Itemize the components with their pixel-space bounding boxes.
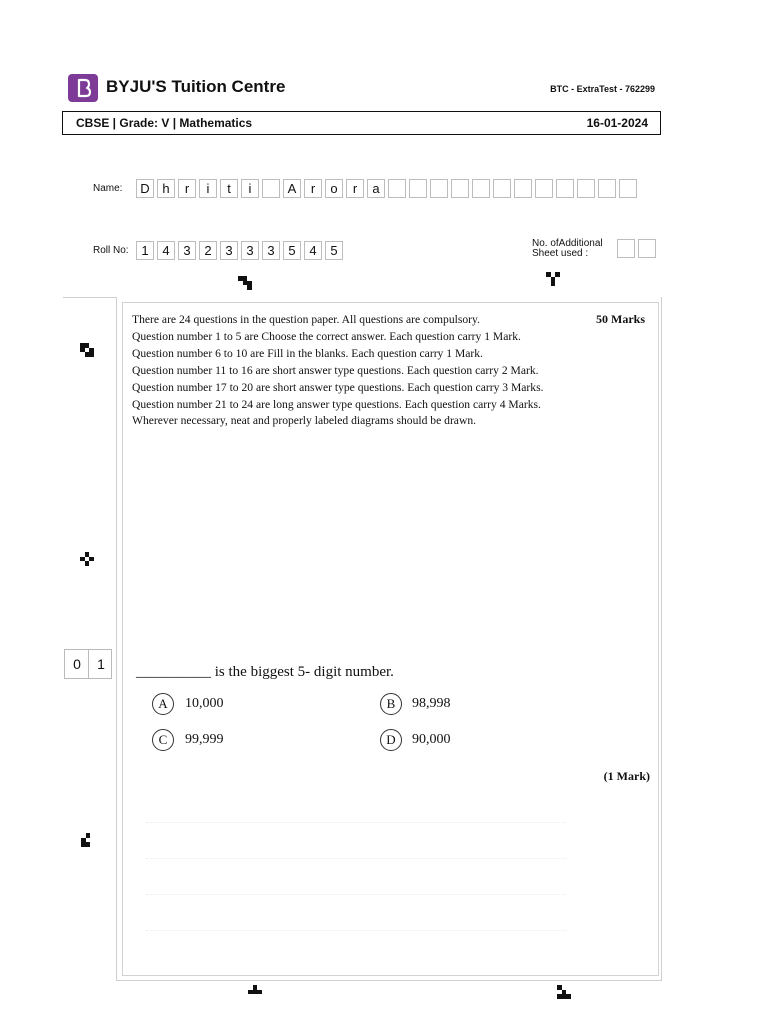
alignment-marker <box>80 343 94 357</box>
name-char-box[interactable] <box>493 179 511 198</box>
option-d-bubble[interactable]: D <box>380 729 402 751</box>
option-a-text: 10,000 <box>185 696 224 711</box>
instruction-line: Question number 6 to 10 are Fill in the blanks. Each question carry 1 Mark. <box>132 346 483 360</box>
instruction-line: Question number 1 to 5 are Choose the correct answer. Each question carry 1 Mark. <box>132 329 521 343</box>
name-char-box[interactable]: D <box>136 179 154 198</box>
roll-digit-box[interactable]: 3 <box>220 241 238 260</box>
roll-digit-box[interactable]: 3 <box>178 241 196 260</box>
sheet-count-box[interactable] <box>638 239 656 258</box>
question-number-box <box>64 649 112 679</box>
roll-digit-box[interactable]: 3 <box>241 241 259 260</box>
roll-digit-box[interactable]: 4 <box>304 241 322 260</box>
instruction-line: Wherever necessary, neat and properly labeled diagrams should be drawn. <box>132 414 477 428</box>
board-grade-subject: CBSE | Grade: V | Mathematics <box>76 116 253 130</box>
general-instructions <box>132 312 602 430</box>
name-char-box[interactable] <box>409 179 427 198</box>
roll-digit-box[interactable]: 2 <box>199 241 217 260</box>
question-number-digit: 0 <box>73 656 81 672</box>
name-char-box[interactable] <box>262 179 280 198</box>
answer-line <box>146 930 566 932</box>
alignment-marker <box>557 985 571 999</box>
name-char-box[interactable] <box>619 179 637 198</box>
name-char-box[interactable]: i <box>199 179 217 198</box>
name-char-box[interactable] <box>388 179 406 198</box>
name-char-box[interactable]: r <box>346 179 364 198</box>
name-char-box[interactable]: i <box>241 179 259 198</box>
roll-digit-box[interactable]: 1 <box>136 241 154 260</box>
option-a-bubble[interactable]: A <box>152 693 174 715</box>
name-char-box[interactable]: r <box>178 179 196 198</box>
instruction-line: Question number 21 to 24 are long answer type questions. Each question carry 4 Marks. <box>132 397 541 411</box>
alignment-marker <box>248 985 262 999</box>
name-char-box[interactable]: A <box>283 179 301 198</box>
name-char-box[interactable] <box>514 179 532 198</box>
roll-digit-box[interactable]: 5 <box>325 241 343 260</box>
name-char-box[interactable]: h <box>157 179 175 198</box>
roll-label: Roll No: <box>93 245 129 256</box>
name-char-box[interactable] <box>451 179 469 198</box>
name-char-box[interactable]: t <box>220 179 238 198</box>
name-char-box[interactable]: o <box>325 179 343 198</box>
alignment-marker <box>546 272 560 286</box>
question-marks: (1 Mark) <box>603 769 650 783</box>
name-char-box[interactable] <box>598 179 616 198</box>
option-b-text: 98,998 <box>412 696 451 711</box>
instruction-line: Question number 17 to 20 are short answer type questions. Each question carry 3 Marks. <box>132 380 544 394</box>
name-char-box[interactable] <box>535 179 553 198</box>
roll-digit-box[interactable]: 5 <box>283 241 301 260</box>
roll-digit-box[interactable]: 4 <box>157 241 175 260</box>
name-char-box[interactable]: a <box>367 179 385 198</box>
divider <box>63 297 116 298</box>
total-marks: 50 Marks <box>596 312 645 326</box>
sheet-count-box[interactable] <box>617 239 635 258</box>
alignment-marker <box>80 552 94 566</box>
instruction-line: Question number 11 to 16 are short answer type questions. Each question carry 2 Mark. <box>132 363 539 377</box>
name-char-box[interactable] <box>556 179 574 198</box>
option-c-text: 99,999 <box>185 732 224 747</box>
name-char-box[interactable] <box>577 179 595 198</box>
question-text: __________ is the biggest 5- digit number. <box>136 664 394 680</box>
question-number-digit: 1 <box>97 656 105 672</box>
name-char-box[interactable]: r <box>304 179 322 198</box>
answer-line <box>146 822 566 824</box>
roll-digit-box[interactable]: 3 <box>262 241 280 260</box>
brand-name: BYJU'S Tuition Centre <box>106 77 286 96</box>
name-char-box[interactable] <box>430 179 448 198</box>
option-b-bubble[interactable]: B <box>380 693 402 715</box>
test-id: BTC - ExtraTest - 762299 <box>550 84 655 94</box>
instruction-line: There are 24 questions in the question paper. All questions are compulsory. <box>132 313 480 326</box>
answer-line <box>146 894 566 896</box>
alignment-marker <box>81 833 95 847</box>
option-d-text: 90,000 <box>412 732 451 747</box>
name-char-box[interactable] <box>472 179 490 198</box>
exam-date: 16-01-2024 <box>586 116 648 130</box>
alignment-marker <box>238 276 252 290</box>
option-c-bubble[interactable]: C <box>152 729 174 751</box>
byjus-logo <box>68 74 98 102</box>
answer-line <box>146 858 566 860</box>
name-label: Name: <box>93 183 123 194</box>
additional-sheet-label: No. ofAdditional Sheet used : <box>532 238 603 259</box>
